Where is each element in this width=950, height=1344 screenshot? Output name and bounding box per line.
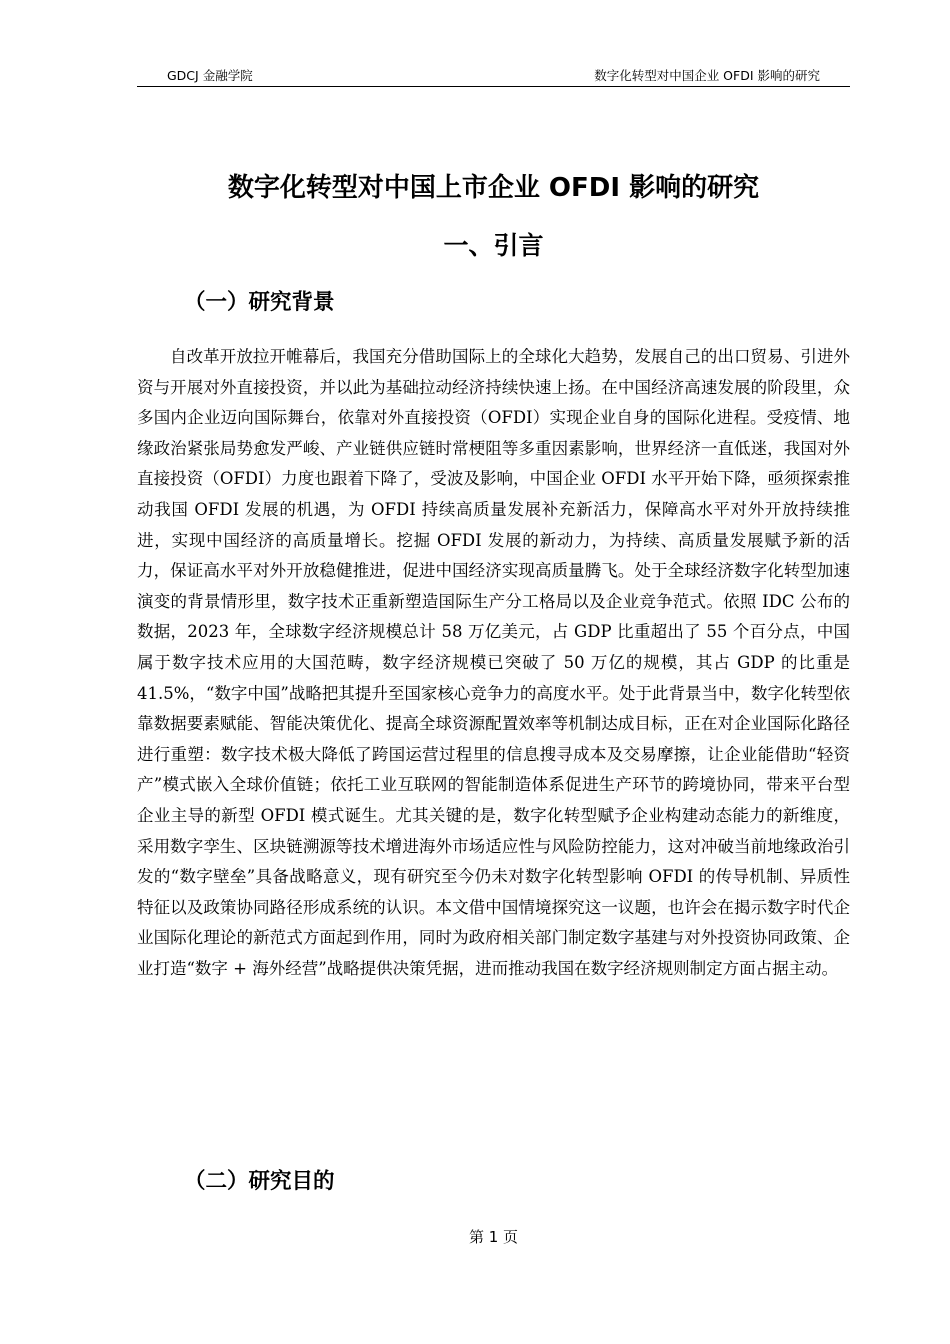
paper-title: 数字化转型对中国上市企业 OFDI 影响的研究 [227, 173, 760, 203]
header-institution: GDCJ 金融学院 [167, 68, 253, 83]
subsection-heading-purpose: （二）研究目的 [184, 1169, 335, 1194]
running-header [137, 66, 850, 87]
page-number: 第 1 页 [468, 1228, 519, 1246]
header-paper-title: 数字化转型对中国企业 OFDI 影响的研究 [594, 68, 820, 83]
background-paragraph: 自改革开放拉开帷幕后，我国充分借助国际上的全球化大趋势，发展自己的出口贸易、引进外资与开展对外直接投资，并以此为基础拉动经济持续快速上扬。在中国经济高速发展的阶段里，众多国内企业迈向国际舞台，依靠对外直接投资（OFDI）实现企业自身的国际化进程。受疫情、地缘政治紧张局势愈发严峻、产业链供应链时常梗阻等多重因素影响，世界经济一直低迷，我国对外直接投资（OFDI）力度也跟着下降了，受波及影响，中国企业 OFDI 水平开始下降，亟须探索推动我国 OFDI 发展的机遇，为 OFDI 持续高质量发展补充新活力，保障高水平对外开放持续推进，实现中国经济的高质量增长。挖掘 OFDI 发展的新动力，为持续、高质量发展赋予新的活力，保证高水平对外开放稳健推进，促进中国经济实现高质量腾飞。处于全球经济数字化转型加速演变的背景情形里，数字技术正重新塑造国际生产分工格局以及企业竞争范式。依照 IDC 公布的数据，2023 年，全球数字经济规模总计 58 万亿美元，占 GDP 比重超出了 55 个百分点，中国属于数字技术应用的大国范畴，数字经济规模已突破了 50 万亿的规模，其占 GDP 的比重是 41.5%，“数字中国”战略把其提升至国家核心竞争力的高度水平。处于此背景当中，数字化转型依靠数据要素赋能、智能决策优化、提高全球资源配置效率等机制达成目标，正在对企业国际化路径进行重塑：数字技术极大降低了跨国运营过程里的信息搜寻成本及交易摩擦，让企业能借助“轻资产”模式嵌入全球价值链；依托工业互联网的智能制造体系促进生产环节的跨境协同，带来平台型企业主导的新型 OFDI 模式诞生。尤其关键的是，数字化转型赋予企业构建动态能力的新维度，采用数字孪生、区块链溯源等技术增进海外市场适应性与风险防控能力，这对冲破当前地缘政治引发的“数字壁垒”具备战略意义，现有研究至今仍未对数字化转型影响 OFDI 的传导机制、异质性特征以及政策协同路径形成系统的认识。本文借中国情境探究这一议题，也许会在揭示数字时代企业国际化理论的新范式方面起到作用，同时为政府相关部门制定数字基建与对外投资协同政策、企业打造“数字 + 海外经营”战略提供决策凭据，进而推动我国在数字经济规则制定方面占据主动。 [137, 347, 850, 978]
subsection-heading-background: （一）研究背景 [184, 290, 335, 315]
section-heading-introduction: 一、引言 [443, 231, 544, 260]
